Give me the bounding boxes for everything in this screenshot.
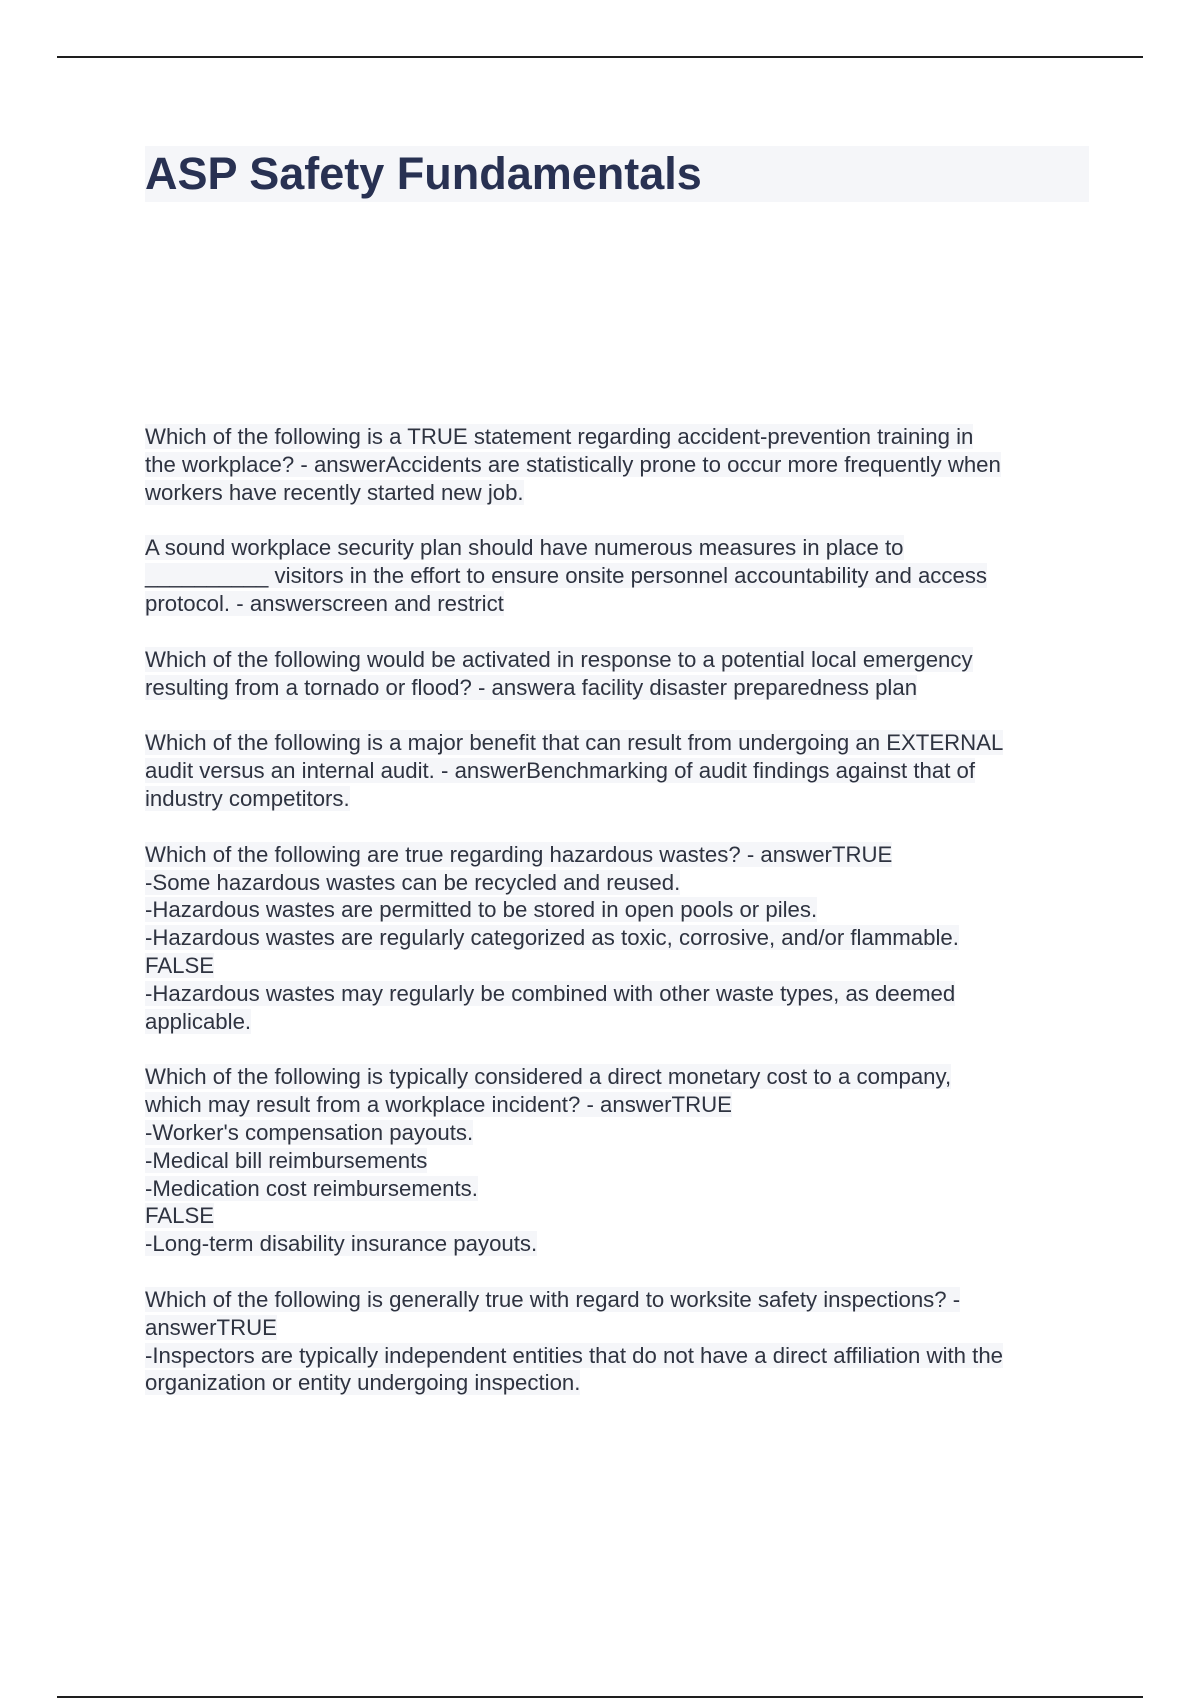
qa-line: -Some hazardous wastes can be recycled and reused. <box>145 869 681 895</box>
qa-line: the workplace? - answerAccidents are statistically prone to occur more frequently when <box>145 451 1001 477</box>
document-title: ASP Safety Fundamentals <box>145 148 702 199</box>
qa-line: -Inspectors are typically independent entities that do not have a direct affiliation with the <box>145 1342 1004 1368</box>
qa-line: workers have recently started new job. <box>145 479 524 505</box>
question-answer-list <box>145 423 1089 1425</box>
qa-line: A sound workplace security plan should have numerous measures in place to <box>145 535 904 561</box>
qa-line: -Medical bill reimbursements <box>145 1147 428 1173</box>
qa-line: answerTRUE <box>145 1314 277 1340</box>
qa-line: -Long-term disability insurance payouts. <box>145 1231 538 1257</box>
qa-line: organization or entity undergoing inspection. <box>145 1370 581 1396</box>
qa-line: -Hazardous wastes are regularly categorized as toxic, corrosive, and/or flammable. <box>145 925 959 951</box>
qa-item-4 <box>145 729 1089 812</box>
qa-line: -Worker's compensation payouts. <box>145 1119 474 1145</box>
qa-line: Which of the following is typically considered a direct monetary cost to a company, <box>145 1064 952 1090</box>
qa-item-3 <box>145 646 1089 702</box>
qa-line: FALSE <box>145 1203 215 1229</box>
qa-line: which may result from a workplace incident? - answerTRUE <box>145 1092 732 1118</box>
qa-line: -Medication cost reimbursements. <box>145 1175 478 1201</box>
qa-line: Which of the following are true regarding hazardous wastes? - answerTRUE <box>145 841 893 867</box>
qa-line: protocol. - answerscreen and restrict <box>145 590 504 616</box>
qa-line: __________ visitors in the effort to ensure onsite personnel accountability and access <box>145 563 988 589</box>
qa-line: Which of the following is a major benefit that can result from undergoing an EXTERNAL <box>145 730 1004 756</box>
qa-line: -Hazardous wastes may regularly be combined with other waste types, as deemed <box>145 980 956 1006</box>
qa-line: -Hazardous wastes are permitted to be stored in open pools or piles. <box>145 897 818 923</box>
qa-line: audit versus an internal audit. - answerBenchmarking of audit findings against that of <box>145 758 976 784</box>
qa-line: Which of the following is a TRUE statement regarding accident-prevention training in <box>145 424 974 449</box>
top-rule <box>57 56 1143 58</box>
qa-line: applicable. <box>145 1008 252 1034</box>
qa-item-2 <box>145 534 1089 617</box>
qa-item-5 <box>145 841 1089 1036</box>
qa-item-1 <box>145 423 1089 506</box>
qa-line: industry competitors. <box>145 785 350 811</box>
qa-line: resulting from a tornado or flood? - answera facility disaster preparedness plan <box>145 674 918 700</box>
qa-line: Which of the following is generally true with regard to worksite safety inspections? - <box>145 1286 961 1312</box>
qa-line: FALSE <box>145 952 215 978</box>
qa-item-6 <box>145 1063 1089 1258</box>
qa-item-7 <box>145 1286 1089 1397</box>
bottom-rule <box>57 1696 1143 1698</box>
qa-line: Which of the following would be activated in response to a potential local emergency <box>145 646 973 672</box>
